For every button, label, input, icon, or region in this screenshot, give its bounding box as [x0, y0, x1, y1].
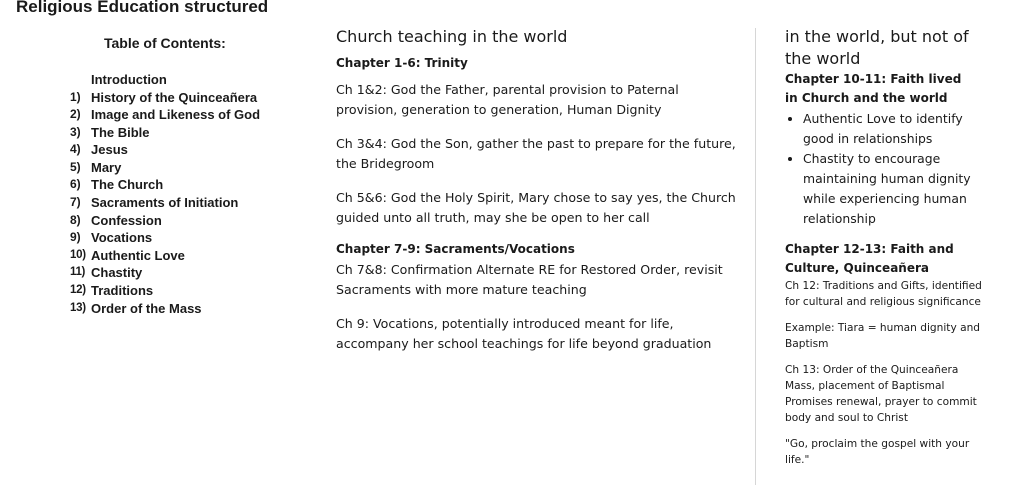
- chapter-heading-1-6: Chapter 1-6: Trinity: [336, 56, 468, 70]
- right-column: [785, 26, 990, 468]
- toc-item-number: 3): [70, 124, 81, 139]
- toc-item-number: 5): [70, 159, 81, 174]
- toc-item-label: Image and Likeness of God: [91, 107, 261, 123]
- toc-intro: Introduction: [91, 72, 167, 87]
- closing-quote: "Go, proclaim the gospel with your life.": [785, 438, 970, 466]
- toc-item: [70, 300, 260, 318]
- chapter-note-9: Ch 9: Vocations, potentially introduced meant for life, accompany her school teachings for life beyond graduation: [336, 316, 712, 351]
- toc-item: [70, 89, 260, 107]
- chapter-heading-7-9: Chapter 7-9: Sacraments/Vocations: [336, 242, 575, 256]
- bullet-item: • Authentic Love to identify good in relationships: [803, 109, 990, 149]
- toc-item-number: 7): [70, 195, 81, 210]
- chapter-note-12: Ch 12: Traditions and Gifts, identified for cultural and religious significance: [785, 280, 982, 308]
- toc-item-number: 12): [70, 284, 86, 297]
- table-of-contents-list: [70, 89, 260, 318]
- chapter-note-7-8: Ch 7&8: Confirmation Alternate RE for Restored Order, revisit Sacraments with more mature teaching: [336, 262, 723, 297]
- toc-item: [70, 141, 260, 159]
- middle-column: [336, 26, 736, 354]
- chapter-heading-10-11: Chapter 10-11: Faith lived in Church and the world: [785, 72, 962, 105]
- bullet-list: [785, 109, 990, 229]
- toc-item-number: 9): [70, 230, 81, 245]
- toc-item-number: 6): [70, 177, 81, 192]
- toc-item-number: 1): [70, 89, 81, 104]
- toc-item-number: 11): [70, 266, 86, 279]
- toc-item: [70, 212, 260, 230]
- toc-item-label: Sacraments of Initiation: [91, 195, 239, 211]
- page-title: Religious Education structured: [16, 0, 269, 16]
- toc-item-label: Jesus: [91, 142, 128, 158]
- toc-item-label: Mary: [91, 159, 122, 175]
- toc-heading: Table of Contents:: [104, 35, 226, 51]
- right-column-heading: in the world, but not of the world: [785, 27, 969, 68]
- toc-item-label: Chastity: [91, 265, 143, 281]
- toc-item: [70, 159, 260, 177]
- toc-item-number: 8): [70, 212, 81, 227]
- toc-item: [70, 229, 260, 247]
- toc-item-label: Confession: [91, 212, 162, 228]
- chapter-note-1-2: Ch 1&2: God the Father, parental provision to Paternal provision, generation to generation, Human Dignity: [336, 82, 679, 117]
- toc-item: [70, 106, 260, 124]
- toc-item: [70, 124, 260, 142]
- chapter-note-3-4: Ch 3&4: God the Son, gather the past to prepare for the future, the Bridegroom: [336, 136, 736, 171]
- chapter-note-13: Ch 13: Order of the Quinceañera Mass, placement of Baptismal Promises renewal, prayer to commit body and soul to Christ: [785, 364, 977, 424]
- toc-item-number: 4): [70, 142, 81, 157]
- chapter-note-5-6: Ch 5&6: God the Holy Spirit, Mary chose to say yes, the Church guided unto all truth, may she be open to her call: [336, 190, 736, 225]
- chapter-heading-12-13: Chapter 12-13: Faith and Culture, Quinceañera: [785, 242, 954, 275]
- bullet-item: • Chastity to encourage maintaining human dignity while experiencing human relationship: [803, 149, 990, 229]
- toc-item-label: Authentic Love: [91, 247, 185, 263]
- toc-item-number: 2): [70, 107, 81, 122]
- toc-item-label: The Church: [91, 177, 164, 193]
- toc-item-label: History of the Quinceañera: [91, 89, 258, 105]
- toc-item: [70, 282, 260, 300]
- toc-item-label: Vocations: [91, 230, 153, 246]
- toc-item-label: Order of the Mass: [91, 300, 202, 316]
- column-divider: [755, 28, 756, 485]
- toc-item-label: Traditions: [91, 283, 154, 299]
- toc-item-number: 13): [70, 301, 86, 314]
- middle-column-heading: Church teaching in the world: [336, 27, 568, 46]
- toc-item: [70, 264, 260, 282]
- toc-item: [70, 194, 260, 212]
- toc-item: [70, 176, 260, 194]
- example-note: Example: Tiara = human dignity and Baptism: [785, 322, 981, 350]
- toc-item: [70, 247, 260, 265]
- toc-item-label: The Bible: [91, 124, 150, 140]
- toc-item-number: 10): [70, 248, 86, 261]
